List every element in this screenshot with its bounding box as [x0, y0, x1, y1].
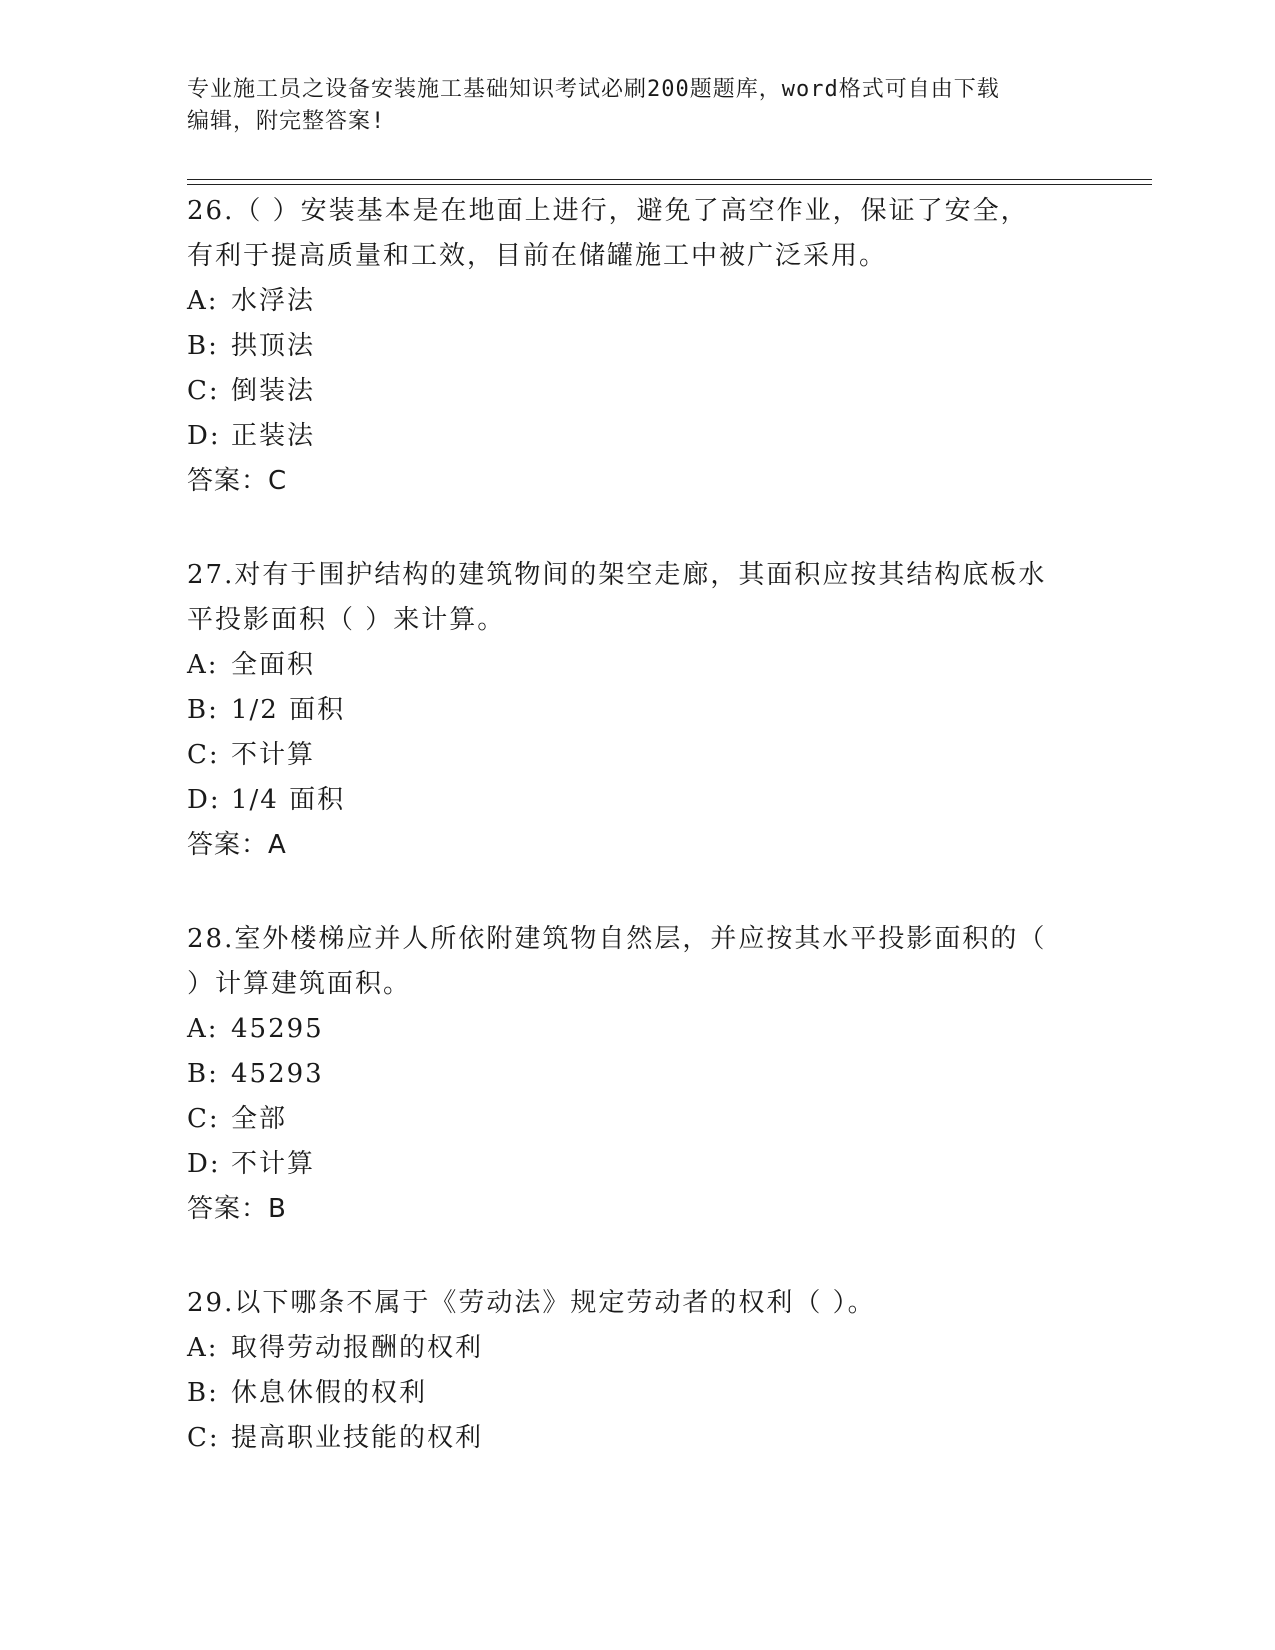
question-stem-line: 26.（ ）安装基本是在地面上进行，避免了高空作业，保证了安全， — [187, 196, 1029, 226]
option-d — [187, 778, 1087, 823]
option-text: 不计算 — [231, 1149, 316, 1179]
option-text: 提高职业技能的权利 — [231, 1423, 484, 1453]
answer-line: 答案：B — [187, 1194, 287, 1224]
option-key: A: — [187, 650, 219, 680]
question-stem-line: ）计算建筑面积。 — [187, 969, 412, 999]
document-header — [187, 74, 1087, 138]
option-text: 1/4 面积 — [231, 785, 346, 815]
question-28 — [187, 917, 1087, 1232]
option-text: 45295 — [231, 1014, 324, 1044]
question-29 — [187, 1281, 1087, 1461]
option-a — [187, 1326, 1087, 1371]
option-text: 正装法 — [231, 421, 316, 451]
question-27 — [187, 553, 1087, 868]
question-stem-line: 28.室外楼梯应并人所依附建筑物自然层，并应按其水平投影面积的（ — [187, 924, 1047, 954]
option-key: B: — [187, 695, 219, 725]
option-text: 休息休假的权利 — [231, 1378, 428, 1408]
option-key: A: — [187, 286, 219, 316]
header-line-2: 编辑，附完整答案! — [187, 109, 386, 134]
option-a — [187, 1007, 1087, 1052]
option-d — [187, 414, 1087, 459]
option-key: D: — [187, 785, 221, 815]
option-b — [187, 688, 1087, 733]
option-b — [187, 1371, 1087, 1416]
option-c — [187, 1416, 1087, 1461]
option-c — [187, 1097, 1087, 1142]
option-text: 全部 — [231, 1104, 288, 1134]
option-a — [187, 279, 1087, 324]
option-text: 不计算 — [231, 740, 316, 770]
option-d — [187, 1142, 1087, 1187]
option-key: B: — [187, 1059, 219, 1089]
header-divider-top — [187, 179, 1152, 180]
option-key: C: — [187, 1104, 220, 1134]
option-key: B: — [187, 331, 219, 361]
question-stem-line: 29.以下哪条不属于《劳动法》规定劳动者的权利（ ）。 — [187, 1288, 876, 1318]
option-c — [187, 733, 1087, 778]
answer-line: 答案：C — [187, 466, 288, 496]
option-a — [187, 643, 1087, 688]
option-text: 水浮法 — [231, 286, 316, 316]
option-b — [187, 324, 1087, 369]
option-b — [187, 1052, 1087, 1097]
option-key: D: — [187, 1149, 221, 1179]
option-text: 倒装法 — [231, 376, 316, 406]
question-26 — [187, 189, 1087, 504]
question-stem-line: 平投影面积（ ）来计算。 — [187, 605, 506, 635]
option-key: C: — [187, 376, 220, 406]
header-divider-bottom — [187, 184, 1152, 185]
option-key: C: — [187, 740, 220, 770]
option-key: B: — [187, 1378, 219, 1408]
option-key: A: — [187, 1333, 219, 1363]
option-text: 全面积 — [231, 650, 316, 680]
option-key: A: — [187, 1014, 219, 1044]
option-text: 取得劳动报酬的权利 — [231, 1333, 484, 1363]
question-stem-line: 27.对有于围护结构的建筑物间的架空走廊，其面积应按其结构底板水 — [187, 560, 1047, 590]
option-key: D: — [187, 421, 221, 451]
option-c — [187, 369, 1087, 414]
option-text: 拱顶法 — [231, 331, 316, 361]
option-text: 45293 — [231, 1059, 324, 1089]
answer-line: 答案：A — [187, 830, 287, 860]
header-line-1: 专业施工员之设备安装施工基础知识考试必刷200题题库，word格式可自由下载 — [187, 77, 1000, 102]
option-key: C: — [187, 1423, 220, 1453]
option-text: 1/2 面积 — [231, 695, 346, 725]
question-stem-line: 有利于提高质量和工效，目前在储罐施工中被广泛采用。 — [187, 241, 888, 271]
